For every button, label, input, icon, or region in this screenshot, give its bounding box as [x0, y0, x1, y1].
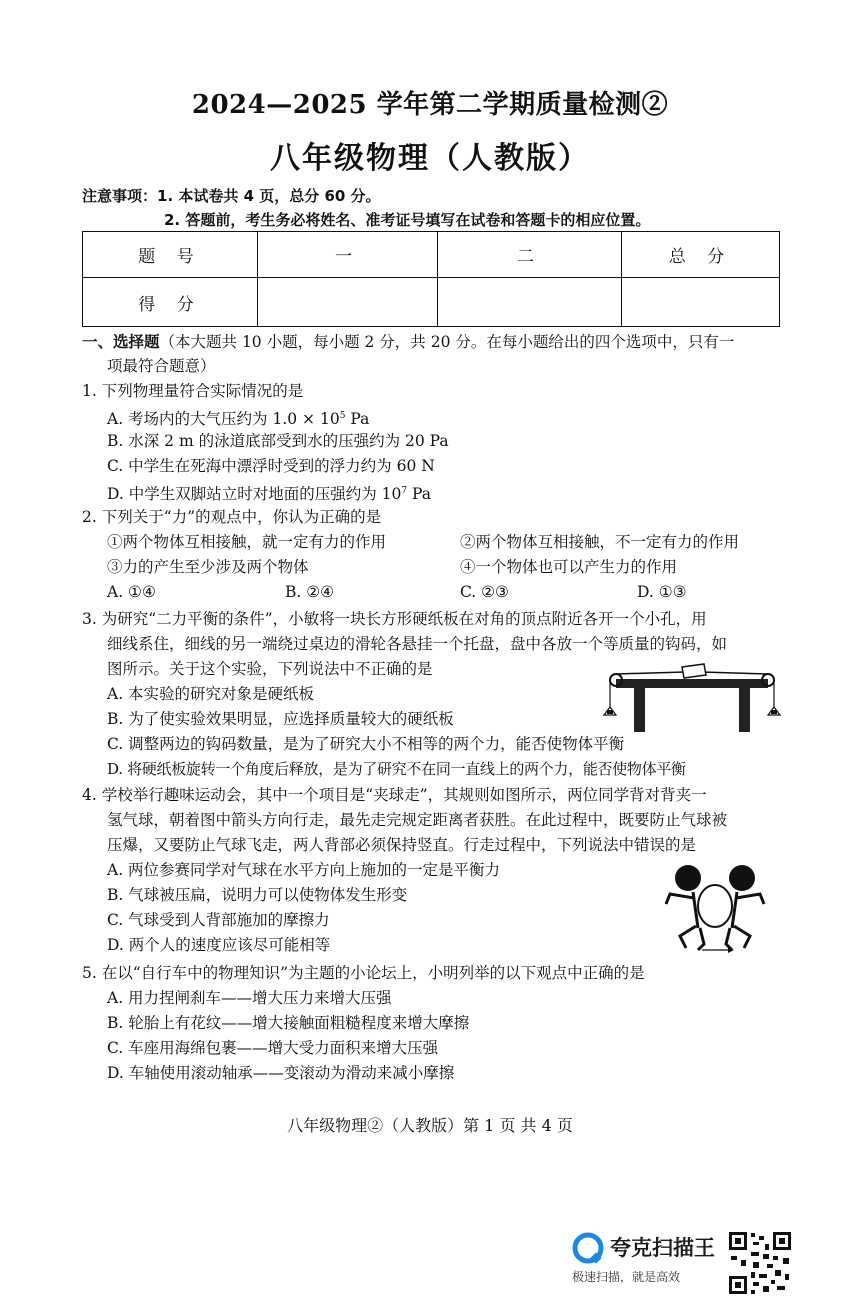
page-footer: 八年级物理②（人教版）第 1 页 共 4 页: [287, 1116, 573, 1135]
section-1-line-1: [82, 333, 734, 351]
q1-d-exponent: 7: [401, 486, 408, 496]
scanner-tagline: 极速扫描，就是高效: [572, 1270, 681, 1284]
score-cell-total: [622, 278, 780, 327]
q1-d-text: D. 中学生双脚站立时对地面的压强约为 10: [107, 485, 402, 504]
q1-a-unit: Pa: [345, 410, 370, 429]
q3-option-b: B. 为了使实验效果明显，应选择质量较大的硬纸板: [107, 710, 454, 728]
q4-stem-1: 4. 学校举行趣味运动会，其中一个项目是“夹球走”，其规则如图所示，两位同学背对背夹一: [82, 786, 707, 804]
score-cell-part1: [258, 278, 438, 327]
q1-a-text: A. 考场内的大气压约为 1.0 × 10: [107, 410, 340, 429]
q2-stem: 2. 下列关于“力”的观点中，你认为正确的是: [82, 508, 382, 526]
qr-code-icon: [727, 1230, 793, 1296]
scanner-brand-name: 夸克扫描王: [610, 1236, 715, 1260]
q1-a-exponent: 5: [339, 411, 346, 421]
q4-balloon-figure: [660, 858, 770, 954]
q2-option-b: B. ②④: [285, 583, 335, 601]
q2-statement-4: ④一个物体也可以产生力的作用: [460, 558, 678, 576]
notice-line-1: 注意事项：1. 本试卷共 4 页，总分 60 分。: [82, 187, 381, 205]
q4-option-a: A. 两位参赛同学对气球在水平方向上施加的一定是平衡力: [107, 861, 501, 879]
section-1-line-2: 项最符合题意）: [107, 357, 216, 375]
scanner-logo-icon: [572, 1232, 604, 1264]
q5-option-d: D. 车轴使用滚动轴承——变滚动为滑动来减小摩擦: [107, 1064, 455, 1082]
q4-option-b: B. 气球被压扁，说明力可以使物体发生形变: [107, 886, 408, 904]
score-header-part1: 一: [258, 232, 438, 278]
q2-option-a: A. ①④: [107, 583, 156, 601]
q1-stem: 1. 下列物理量符合实际情况的是: [82, 382, 304, 400]
q1-option-a: [107, 407, 369, 428]
q3-option-c: C. 调整两边的钩码数量，是为了研究大小不相等的两个力，能否使物体平衡: [107, 735, 625, 753]
q1-option-b: B. 水深 2 m 的泳道底部受到水的压强约为 20 Pa: [107, 432, 449, 450]
q5-option-c: C. 车座用海绵包裹——增大受力面积来增大压强: [107, 1039, 439, 1057]
q2-statement-1: ①两个物体互相接触，就一定有力的作用: [107, 533, 387, 551]
score-header-label: 题 号: [83, 232, 258, 278]
q3-stem-3: 图所示。关于这个实验，下列说法中不正确的是: [107, 660, 433, 678]
q2-option-d: D. ①③: [637, 583, 687, 601]
q2-statement-2: ②两个物体互相接触，不一定有力的作用: [460, 533, 740, 551]
notice-line-2: 2. 答题前，考生务必将姓名、准考证号填写在试卷和答题卡的相应位置。: [164, 211, 651, 229]
exam-title: 2024—2025 学年第二学期质量检测②: [191, 90, 669, 120]
section-1-heading: 一、选择题: [82, 333, 160, 351]
q4-stem-2: 氢气球，朝着图中箭头方向行走，最先走完规定距离者获胜。在此过程中，既要防止气球被: [107, 811, 728, 829]
score-row-label: 得 分: [83, 278, 258, 327]
q3-balance-figure: [602, 655, 784, 735]
score-header-total: 总 分: [622, 232, 780, 278]
score-table: [82, 231, 780, 327]
q5-stem: 5. 在以“自行车中的物理知识”为主题的小论坛上，小明列举的以下观点中正确的是: [82, 964, 645, 982]
score-header-part2: 二: [438, 232, 622, 278]
q1-option-d: [107, 482, 431, 503]
q3-option-d: D. 将硬纸板旋转一个角度后释放，是为了研究不在同一直线上的两个力，能否使物体平衡: [107, 760, 686, 778]
q2-option-c: C. ②③: [460, 583, 509, 601]
q5-option-a: A. 用力捏闸刹车——增大压力来增大压强: [107, 989, 392, 1007]
q5-option-b: B. 轮胎上有花纹——增大接触面粗糙程度来增大摩擦: [107, 1014, 470, 1032]
section-1-desc: （本大题共 10 小题，每小题 2 分，共 20 分。在每小题给出的四个选项中，只有一: [159, 333, 735, 351]
q4-option-d: D. 两个人的速度应该尽可能相等: [107, 936, 331, 954]
q3-stem-1: 3. 为研究“二力平衡的条件”，小敏将一块长方形硬纸板在对角的顶点附近各开一个小孔，用: [82, 610, 707, 628]
score-cell-part2: [438, 278, 622, 327]
q4-option-c: C. 气球受到人背部施加的摩擦力: [107, 911, 330, 929]
q1-option-c: C. 中学生在死海中漂浮时受到的浮力约为 60 N: [107, 457, 435, 475]
q1-d-unit: Pa: [407, 485, 432, 504]
q2-statement-3: ③力的产生至少涉及两个物体: [107, 558, 309, 576]
q4-stem-3: 压爆，又要防止气球飞走，两人背部必须保持竖直。行走过程中，下列说法中错误的是: [107, 836, 697, 854]
exam-subtitle: 八年级物理（人教版）: [270, 141, 590, 176]
q3-stem-2: 细线系住，细线的另一端绕过桌边的滑轮各悬挂一个托盘，盘中各放一个等质量的钩码，如: [107, 635, 728, 653]
q3-option-a: A. 本实验的研究对象是硬纸板: [107, 685, 315, 703]
